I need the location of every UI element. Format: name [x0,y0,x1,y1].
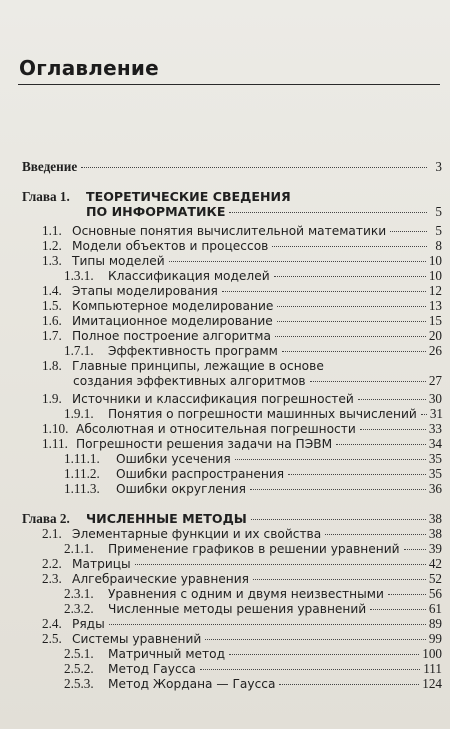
toc-entry-title: Полное построение алгоритма [72,329,271,343]
toc-page-number: 35 [428,466,442,481]
toc-entry-title: Погрешности решения задачи на ПЭВМ [76,437,333,451]
toc-entry-number: 2.2. [42,556,62,571]
toc-page-number: 26 [428,343,442,358]
toc-entry-number: 2.3. [42,571,62,586]
toc-entry-title-continued: ПО ИНФОРМАТИКЕ [86,204,226,219]
toc-page-number: 5 [435,204,442,219]
toc-page-number: 12 [428,283,442,298]
toc-entry [42,328,442,344]
dot-leader [325,534,426,535]
toc-entry-title: Компьютерное моделирование [72,299,274,313]
dot-leader [229,654,419,655]
dot-leader [274,276,426,277]
toc-page-number: 35 [428,451,442,466]
toc-entry-title: Основные понятия вычислительной математики [72,224,387,238]
toc-entry-title: Метод Жордана — Гаусса [108,677,276,691]
toc-page-number: 38 [428,511,442,526]
toc-entry-title-continued: создания эффективных алгоритмов [73,374,306,388]
toc-entry-title: Метод Гаусса [108,662,196,676]
dot-leader [275,336,426,337]
toc-entry-title: Типы моделей [72,254,165,268]
toc-entry-number: 2.5.3. [64,676,94,691]
toc-entry-title: Уравнения с одним и двумя неизвестными [108,587,384,601]
dot-leader [109,624,426,625]
toc-entry [42,283,442,299]
dot-leader [358,399,426,400]
toc-entry-number: 1.6. [42,313,62,328]
dot-leader [279,684,419,685]
toc-entry-number: 1.1. [42,223,62,238]
toc-chapter-entry [22,159,442,174]
toc-entry-title: Ошибки усечения [116,452,231,466]
toc-entry [42,313,442,329]
dot-leader [250,489,426,490]
toc-entry [64,541,442,557]
dot-leader [253,579,426,580]
toc-chapter-entry [22,511,442,526]
toc-entry [64,661,442,677]
toc-entry-title: Ряды [72,617,105,631]
toc-entry-number: 1.3. [42,253,62,268]
toc-entry [42,298,442,314]
toc-entry-title: Понятия о погрешности машинных вычислений [108,407,417,421]
toc-page-number: 89 [428,616,442,631]
toc-entry-title: Абсолютная и относительная погрешности [76,422,356,436]
toc-page-number: 3 [435,159,442,174]
toc-entry [64,466,442,482]
toc-entry-number: 2.5. [42,631,62,646]
toc-entry-title: Алгебраические уравнения [72,572,250,586]
toc-entry-title: Введение [22,159,78,174]
dot-leader [288,474,426,475]
toc-entry-number: 1.7.1. [64,343,94,358]
dot-leader [310,381,426,382]
dot-leader [169,261,426,262]
toc-entry [42,616,442,632]
dot-leader [390,231,427,232]
toc-entry [42,421,442,437]
toc-entry-title: Матричный метод [108,647,226,661]
toc-entry-number: 1.3.1. [64,268,94,283]
dot-leader [200,669,420,670]
dot-leader [336,444,426,445]
toc-entry-number: 2.1. [42,526,62,541]
toc-entry-number: 1.11. [42,436,68,451]
toc-chapter-entry [22,189,291,204]
toc-entry [64,646,442,662]
toc-page-number: 13 [428,298,442,313]
dot-leader [421,414,427,415]
dot-leader [222,291,426,292]
toc-entry [42,238,442,254]
toc-page-number: 111 [423,661,442,676]
toc-entry-title: Источники и классификация погрешностей [72,392,354,406]
toc-entry-number: Глава 1. [22,189,70,204]
toc-entry-title: Главные принципы, лежащие в основе [72,359,324,373]
dot-leader [282,351,426,352]
toc-entry [42,358,324,374]
toc-entry-continuation [86,204,442,219]
toc-entry [64,343,442,359]
toc-page-number: 52 [428,571,442,586]
dot-leader [388,594,426,595]
toc-entry-title: ЧИСЛЕННЫЕ МЕТОДЫ [86,511,247,526]
dot-leader [404,549,426,550]
toc-page-number: 30 [428,391,442,406]
toc-page-number: 10 [428,268,442,283]
toc-entry-title: Матрицы [72,557,131,571]
toc-page-number: 56 [428,586,442,601]
toc-entry [42,391,442,407]
page-title: Оглавление [19,56,159,80]
dot-leader [235,459,426,460]
toc-entry-title: Элементарные функции и их свойства [72,527,322,541]
toc-entry [64,268,442,284]
toc-page-number: 31 [429,406,444,421]
toc-entry-number: 2.3.2. [64,601,94,616]
toc-page-number: 100 [422,646,442,661]
dot-leader [205,639,426,640]
toc-entry-number: 1.5. [42,298,62,313]
toc-entry-number: 1.7. [42,328,62,343]
dot-leader [272,246,427,247]
toc-entry [64,451,442,467]
toc-entry-number: 1.2. [42,238,62,253]
toc-page-number: 42 [428,556,442,571]
toc-page-number: 10 [428,253,442,268]
toc-entry-number: 1.4. [42,283,62,298]
toc-entry-continuation [73,373,442,389]
toc-entry [42,223,442,239]
toc-page-number: 36 [428,481,442,496]
toc-entry-number: 2.5.1. [64,646,94,661]
toc-entry-title: Численные методы решения уравнений [108,602,367,616]
toc-page-number: 27 [428,373,442,388]
toc-entry [42,571,442,587]
toc-entry-number: 1.8. [42,358,62,373]
toc-entry [64,676,442,692]
toc-entry [42,253,442,269]
toc-entry-number: 1.9.1. [64,406,94,421]
toc-entry-title: Эффективность программ [108,344,278,358]
toc-entry-number: 1.11.1. [64,451,100,466]
toc-page-number: 33 [428,421,442,436]
toc-entry-number: 2.3.1. [64,586,94,601]
dot-leader [229,212,427,213]
toc-entry [42,436,442,452]
toc-entry-number: 2.1.1. [64,541,94,556]
toc-entry-number: Глава 2. [22,511,70,526]
toc-page-number: 8 [435,238,442,253]
toc-page-number: 124 [422,676,442,691]
toc-entry [42,631,442,647]
toc-entry [64,406,442,422]
dot-leader [277,321,426,322]
toc-entry-title: Системы уравнений [72,632,202,646]
dot-leader [135,564,426,565]
toc-entry-title: Модели объектов и процессов [72,239,269,253]
toc-entry-number: 1.11.3. [64,481,100,496]
dot-leader [277,306,425,307]
toc-page-number: 38 [428,526,442,541]
toc-entry [64,481,442,497]
dot-leader [251,519,426,520]
toc-entry [64,601,442,617]
toc-entry [64,586,442,602]
dot-leader [370,609,426,610]
toc-entry-title: Имитационное моделирование [72,314,273,328]
toc-page-number: 5 [435,223,442,238]
toc-page-number: 99 [428,631,442,646]
toc-page-number: 20 [428,328,442,343]
toc-entry-title: Ошибки распространения [116,467,285,481]
toc-entry-number: 1.11.2. [64,466,100,481]
toc-entry-number: 2.5.2. [64,661,94,676]
toc-entry-number: 1.9. [42,391,62,406]
toc-entry-title: Классификация моделей [108,269,270,283]
toc-page-number: 34 [428,436,442,451]
toc-page-number: 15 [428,313,442,328]
toc-entry-title: Ошибки округления [116,482,247,496]
toc-entry-title: ТЕОРЕТИЧЕСКИЕ СВЕДЕНИЯ [86,189,291,204]
dot-leader [360,429,426,430]
toc-entry [42,556,442,572]
toc-page-number: 39 [428,541,442,556]
toc-entry-title: Применение графиков в решении уравнений [108,542,400,556]
toc-entry-number: 2.4. [42,616,62,631]
toc-entry-title: Этапы моделирования [72,284,218,298]
toc-entry-number: 1.10. [42,421,69,436]
toc-page-number: 61 [428,601,442,616]
toc-entry [42,526,442,542]
dot-leader [81,167,427,168]
